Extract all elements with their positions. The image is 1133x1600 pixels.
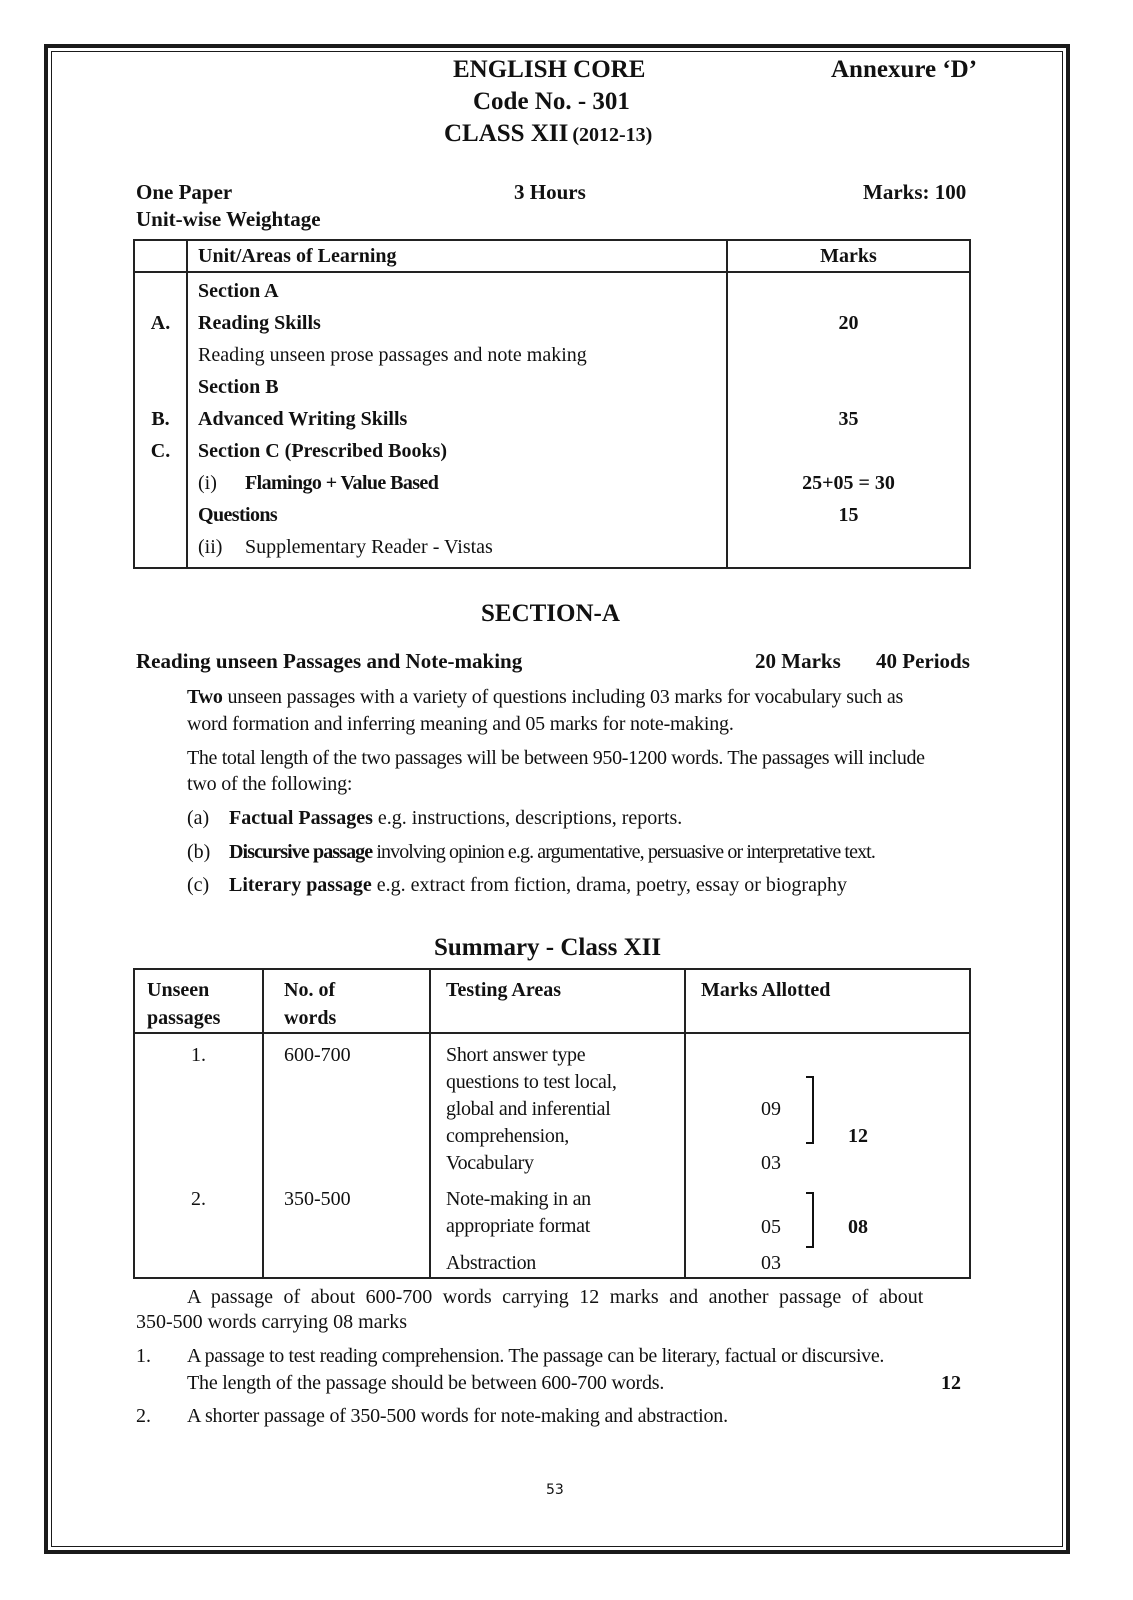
header-marks-cell [685,969,970,1033]
row-marks: 15 [838,504,859,526]
summary-header-row [134,969,970,1033]
paper-hours: 3 Hours [514,180,586,204]
para1-line1 [187,686,903,709]
passage-number-column [134,1033,263,1278]
row-marks: 35 [838,408,859,430]
col-unit-label: Unit/Areas of Learning [198,245,397,267]
header-words-l2: words [284,1007,337,1029]
row-marks: 25+05 = 30 [802,472,895,494]
testing-areas-column [430,1033,685,1278]
flamingo-label: Flamingo + Value Based [245,472,439,494]
row-letter: B. [151,408,170,430]
summary-body-row [134,1033,970,1278]
footer-item2-number: 2. [136,1405,151,1427]
flamingo-line [198,467,726,499]
row-letter [135,467,186,499]
passage-1-number: 1. [191,1044,206,1066]
letters-column [134,272,187,568]
section-b-label: Section B [198,376,279,398]
passage-1-vocabulary-marks: 03 [761,1152,781,1174]
passage-2-words: 350-500 [284,1188,351,1210]
footer-item2-line1: A shorter passage of 350-500 words for note-making and abstraction. [187,1405,728,1427]
reading-skills-label: Reading Skills [198,312,321,334]
item-number: (ii) [198,536,223,558]
para1-line2: word formation and inferring meaning and 05 marks for note-making. [187,713,734,735]
testing-line: questions to test local, [446,1071,617,1093]
row-letter: A. [150,312,171,334]
bracket-icon [806,1076,814,1144]
footer-item1-marks: 12 [941,1372,961,1394]
item-text: e.g. extract from fiction, drama, poetry, essay or biography [371,874,847,896]
summary-table [133,968,971,1279]
section-a-subheading: Reading unseen Passages and Note-making [136,649,523,673]
table-body-row [134,272,970,568]
col-marks-label: Marks [820,245,877,267]
header-unseen-cell [134,969,263,1033]
subject-title: ENGLISH CORE [453,56,646,83]
row-letter [135,275,186,307]
page-number: 53 [546,1482,564,1498]
testing-line: appropriate format [446,1215,590,1237]
row-marks [728,371,969,403]
item-number: (i) [198,472,217,494]
item-bold: Discursive passage [229,841,373,863]
bracket-icon [806,1192,814,1248]
passage-type-item-a [187,807,682,830]
annexure-label: Annexure ‘D’ [831,56,978,83]
table-header-row [134,240,970,272]
header-unit-cell [187,240,727,272]
row-letter: C. [150,440,171,462]
passage-type-item-b [187,841,875,864]
section-a-label: Section A [198,280,279,302]
para1-bold: Two [187,686,223,708]
item-text: e.g. instructions, descriptions, reports. [372,807,683,829]
weightage-label: Unit-wise Weightage [136,207,321,231]
summary-para-line2: 350-500 words carrying 08 marks [136,1311,408,1333]
marks-column [727,272,970,568]
row-marks: 20 [838,312,859,334]
row-marks [728,275,969,307]
footer-item1-line2: The length of the passage should be between 600-700 words. [187,1372,665,1394]
passage-2-testing [446,1186,591,1240]
para2-line1: The total length of the two passages will be between 950-1200 words. The passages will include [187,747,925,769]
item-label: (b) [187,841,211,863]
testing-line: Vocabulary [446,1152,534,1174]
row-letter [135,371,186,403]
paper-marks: Marks: 100 [863,180,967,204]
passage-1-total: 12 [848,1125,868,1147]
item-label: (a) [187,807,210,829]
code-number: Code No. - 301 [473,88,630,115]
units-column [187,272,727,568]
marks-allotted-column [685,1033,970,1278]
class-label: CLASS XII [444,120,569,147]
passage-2-number: 2. [191,1188,206,1210]
row-letter [135,339,186,371]
header-words-l1: No. of [284,979,336,1001]
questions-label: Questions [198,504,278,526]
header-unseen-l2: passages [147,1007,221,1029]
header-unseen-l1: Unseen [147,979,210,1001]
vistas-line [198,531,726,563]
word-count-column [263,1033,430,1278]
testing-line: Note-making in an [446,1188,591,1210]
paper-count: One Paper [136,180,233,204]
para1-text: unseen passages with a variety of questions including 03 marks for vocabulary such as [222,686,904,708]
passage-2-total: 08 [848,1216,868,1238]
section-a-marks: 20 Marks [755,649,841,673]
class-year: (2012-13) [572,124,653,146]
row-letter [135,531,186,563]
testing-line: global and inferential [446,1098,611,1120]
item-text: involving opinion e.g. argumentative, persuasive or interpretative text. [372,841,875,863]
unit-weightage-table [133,239,971,569]
item-bold: Factual Passages [229,807,373,829]
passage-2-abstraction-marks: 03 [761,1252,781,1274]
summary-title: Summary - Class XII [434,934,662,961]
passage-1-comprehension-marks: 09 [761,1098,781,1120]
row-marks [728,339,969,371]
row-marks [728,531,969,563]
passage-2-note-marks: 05 [761,1216,781,1238]
writing-skills-label: Advanced Writing Skills [198,408,408,430]
summary-para-line1: A passage of about 600-700 words carrying 12 marks and another passage of about [187,1286,924,1308]
testing-line: Short answer type [446,1044,586,1066]
abstraction-label: Abstraction [446,1252,537,1274]
header-empty-cell [134,240,187,272]
item-bold: Literary passage [229,874,372,896]
reading-description: Reading unseen prose passages and note making [198,344,587,366]
row-letter [135,499,186,531]
passage-type-item-c [187,874,847,897]
class-heading [444,120,652,148]
testing-line: comprehension, [446,1125,569,1147]
section-c-label: Section C (Prescribed Books) [198,440,448,462]
section-a-periods: 40 Periods [876,649,970,673]
passage-1-words: 600-700 [284,1044,351,1066]
header-testing-cell [430,969,685,1033]
header-marks-label: Marks Allotted [701,979,831,1001]
row-marks [728,435,969,467]
footer-item1-number: 1. [136,1345,151,1367]
section-a-heading: SECTION-A [481,600,620,627]
item-label: (c) [187,874,210,896]
vistas-label: Supplementary Reader - Vistas [245,536,493,558]
footer-item1-line1: A passage to test reading comprehension. The passage can be literary, factual or discursive. [187,1345,884,1367]
header-testing-label: Testing Areas [446,979,562,1001]
header-marks-cell [727,240,970,272]
passage-1-testing [446,1042,617,1177]
para2-line2: two of the following: [187,773,353,795]
header-words-cell [263,969,430,1033]
